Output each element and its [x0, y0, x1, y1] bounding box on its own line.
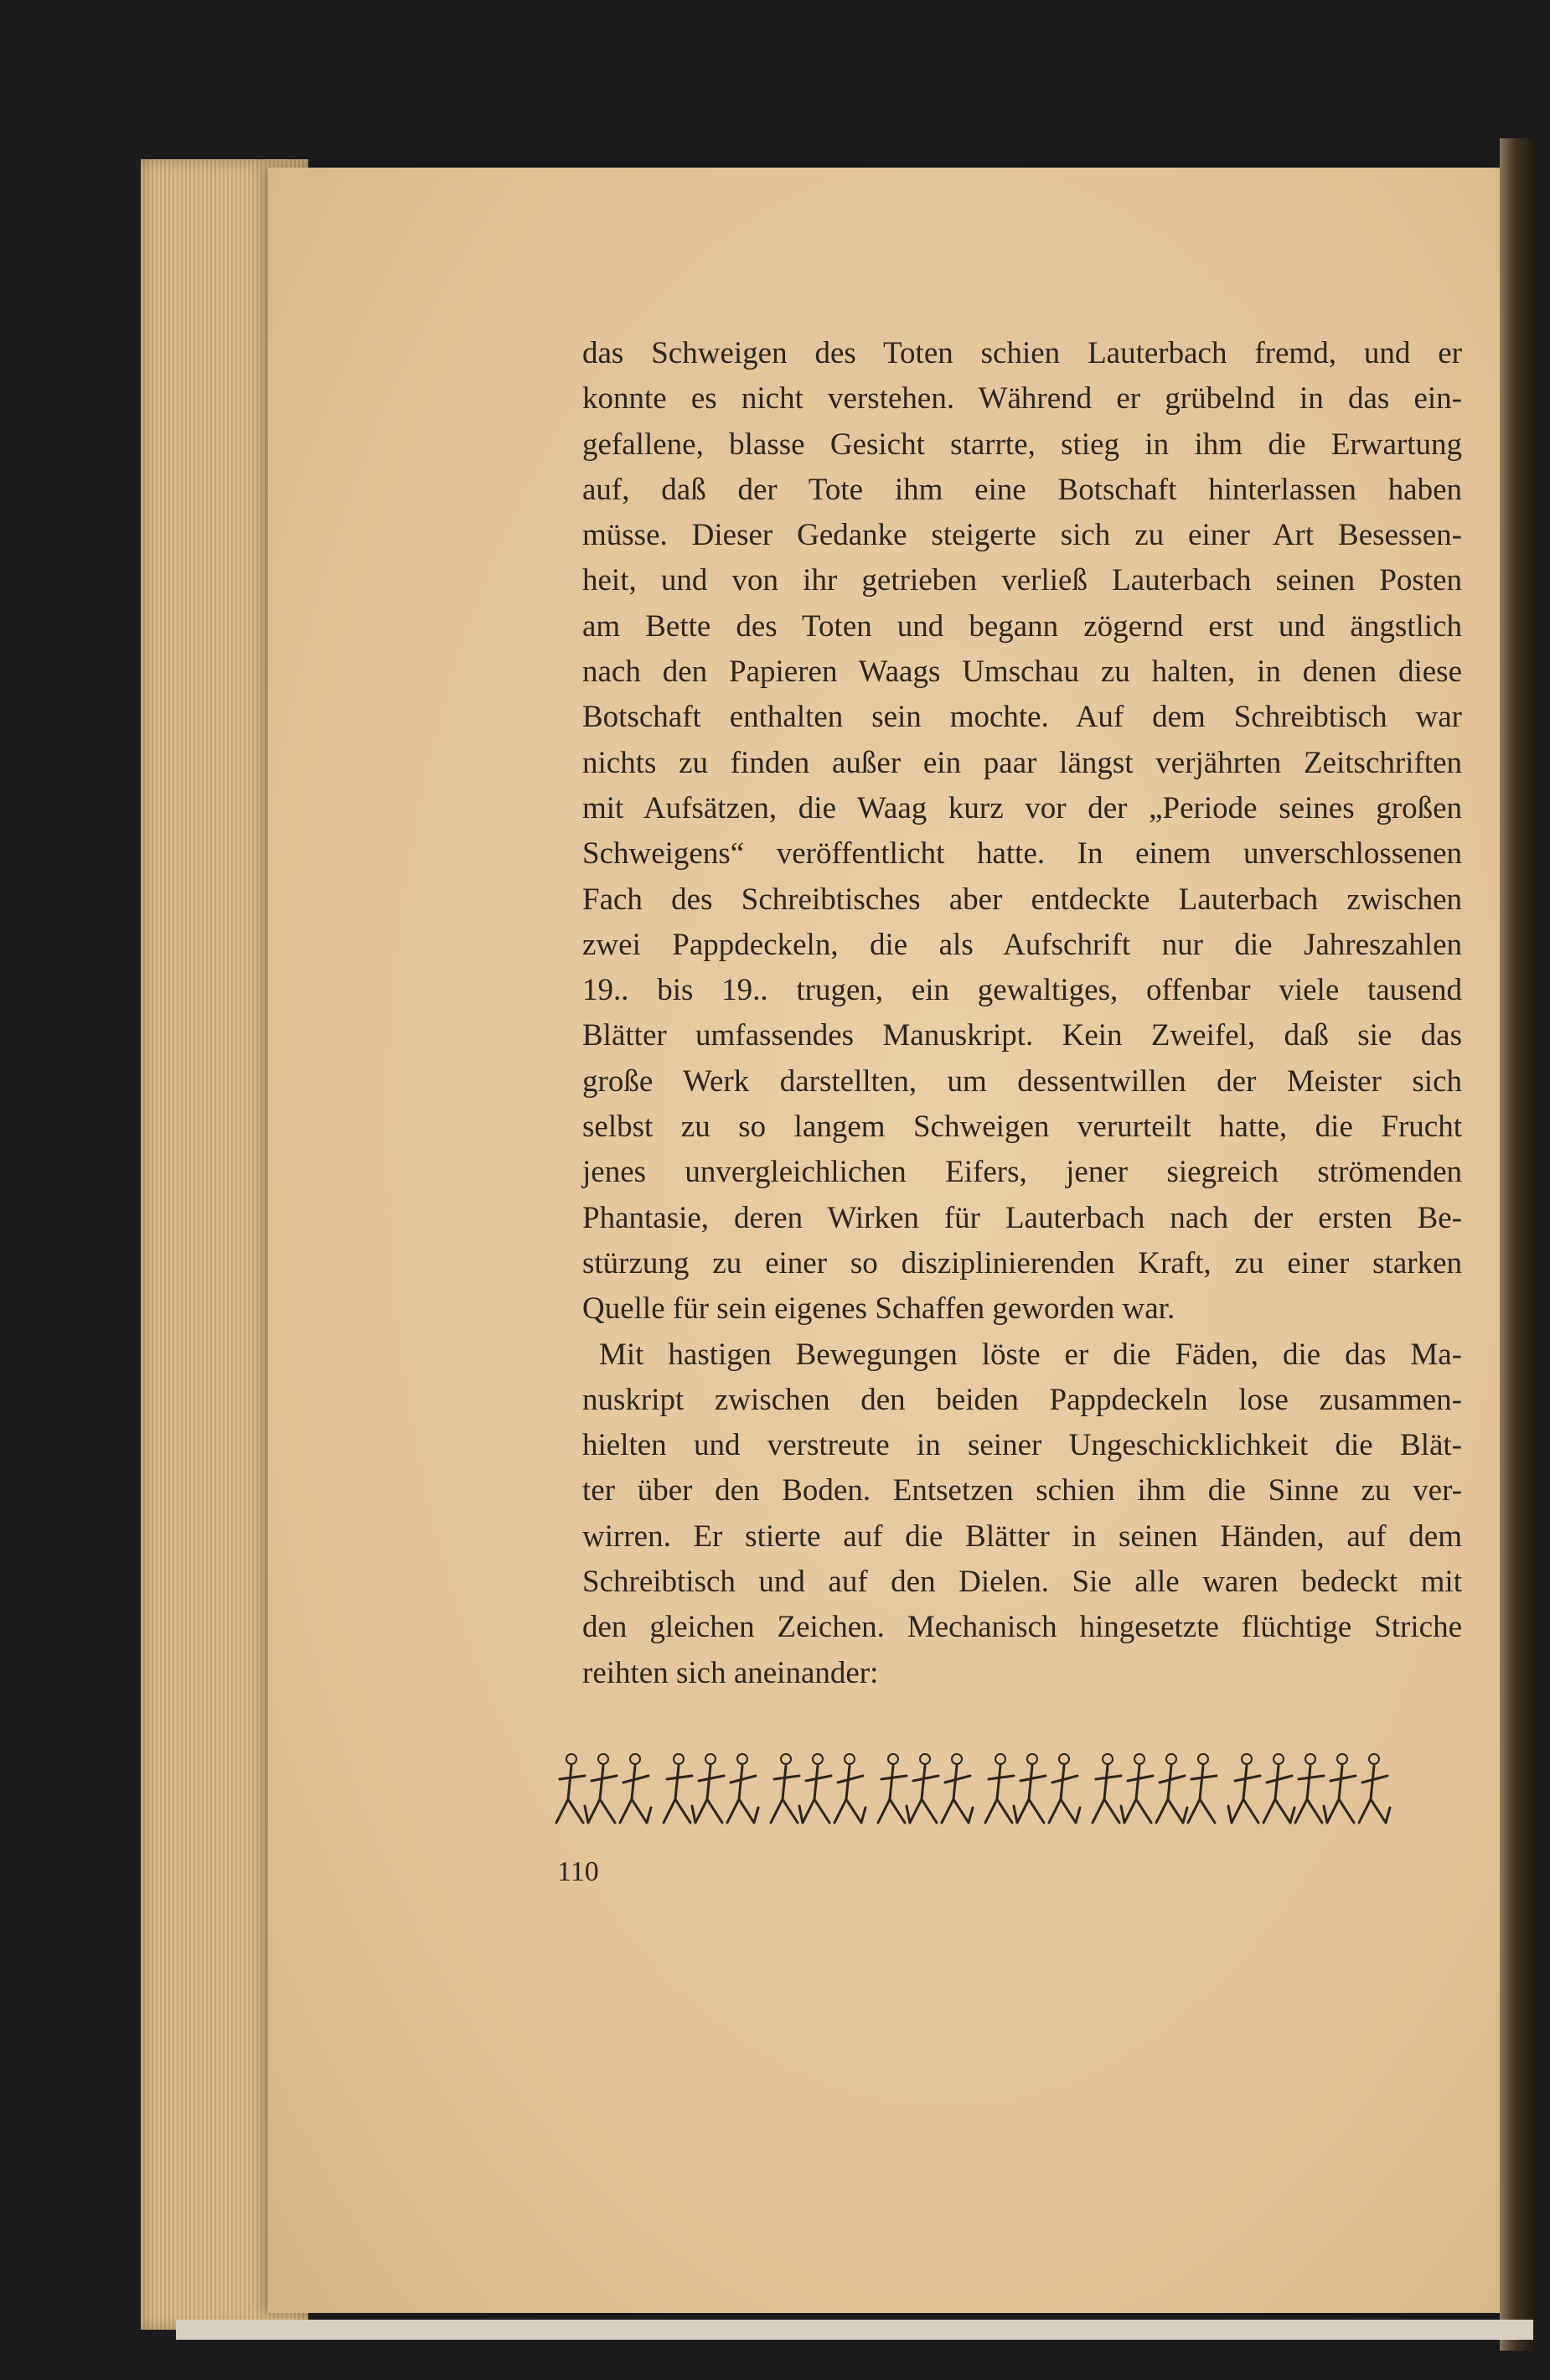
- stick-figure-glyph: [692, 1754, 724, 1823]
- text-line: Quelle für sein eigenes Schaffen geworden war.: [582, 1291, 1175, 1327]
- text-line: das Schweigen des Toten schien Lauterbach fremd, und er: [582, 336, 1462, 370]
- cover-edge: [176, 2320, 1533, 2340]
- text-line: konnte es nicht verstehen. Während er grübelnd in das ein-: [582, 381, 1462, 416]
- text-line: reihten sich aneinander:: [582, 1655, 879, 1690]
- stick-figure-glyph: [1049, 1754, 1080, 1823]
- stick-figure-glyph: [942, 1754, 973, 1823]
- stick-figure-glyph: [878, 1754, 907, 1823]
- text-line: heit, und von ihr getrieben verließ Lauterbach seinen Posten: [582, 563, 1462, 598]
- stick-figure-glyph: [799, 1754, 831, 1823]
- text-line: am Bette des Toten und begann zögernd erst und ängstlich: [582, 608, 1462, 644]
- stick-figure-glyph: [1324, 1754, 1356, 1823]
- stick-figure-glyph: [1093, 1754, 1121, 1823]
- text-line: jenes unvergleichlichen Eifers, jener siegreich strömenden: [582, 1155, 1462, 1190]
- text-line: Fach des Schreibtisches aber entdeckte Lauterbach zwischen: [582, 882, 1462, 917]
- stick-figure-glyph: [907, 1754, 938, 1823]
- text-line: nach den Papieren Waags Umschau zu halten, in denen diese: [582, 654, 1462, 690]
- stick-figure-glyph: [1295, 1754, 1324, 1823]
- stick-figure-glyph: [1121, 1754, 1153, 1823]
- text-line: gefallene, blasse Gesicht starrte, stieg in ihm die Erwartung: [582, 427, 1462, 462]
- text-line: Schreibtisch und auf den Dielen. Sie alle waren bedeckt mit: [582, 1565, 1462, 1600]
- text-line: selbst zu so langem Schweigen verurteilt hatte, die Frucht: [582, 1110, 1462, 1145]
- text-line: nuskript zwischen den beiden Pappdeckeln lose zusammen-: [582, 1382, 1462, 1417]
- text-line: zwei Pappdeckeln, die als Aufschrift nur die Jahreszahlen: [582, 927, 1462, 962]
- stick-figure-glyph: [727, 1754, 758, 1823]
- text-line: Phantasie, deren Wirken für Lauterbach nach der ersten Be-: [582, 1200, 1462, 1235]
- stick-figure-glyph: [1359, 1754, 1390, 1823]
- stick-figure-glyph: [834, 1754, 865, 1823]
- text-line: Blätter umfassendes Manuskript. Kein Zweifel, daß sie das: [582, 1018, 1462, 1053]
- text-line: Mit hastigen Bewegungen löste er die Fäden, die das Ma-: [599, 1337, 1462, 1372]
- text-line: ter über den Boden. Entsetzen schien ihm die Sinne zu ver-: [582, 1473, 1462, 1508]
- stick-figure-glyph-row: [549, 1747, 1412, 1839]
- stick-figure-glyph: [985, 1754, 1014, 1823]
- text-line: nichts zu finden außer ein paar längst verjährten Zeitschriften: [582, 745, 1462, 780]
- stick-figure-glyph: [1014, 1754, 1046, 1823]
- text-line: stürzung zu einer so disziplinierenden Kraft, zu einer starken: [582, 1245, 1462, 1281]
- stick-figure-glyph: [556, 1754, 585, 1823]
- text-line: Schweigens“ veröffentlicht hatte. In einem unverschlossenen: [582, 836, 1462, 872]
- paragraph: [582, 331, 1462, 1332]
- stick-figure-glyph: [1263, 1754, 1294, 1823]
- stick-figure-glyph: [1228, 1754, 1260, 1823]
- page-number: 110: [557, 1856, 599, 1887]
- stick-figure-glyph: [1156, 1754, 1187, 1823]
- stick-figure-glyph: [771, 1754, 799, 1823]
- text-line: mit Aufsätzen, die Waag kurz vor der „Periode seines großen: [582, 790, 1462, 825]
- text-line: müsse. Dieser Gedanke steigerte sich zu einer Art Besessen-: [582, 518, 1462, 553]
- paragraph: [582, 1332, 1462, 1696]
- text-line: 19.. bis 19.. trugen, ein gewaltiges, offenbar viele tausend: [582, 973, 1462, 1008]
- body-text: [582, 331, 1462, 1696]
- stick-figure-glyph: [664, 1754, 692, 1823]
- text-line: hielten und verstreute in seiner Ungeschicklichkeit die Blät-: [582, 1428, 1462, 1463]
- text-line: den gleichen Zeichen. Mechanisch hingesetzte flüchtige Striche: [582, 1610, 1462, 1645]
- book-spine: [1500, 138, 1537, 2351]
- stick-figure-glyph: [1188, 1754, 1217, 1823]
- text-line: auf, daß der Tote ihm eine Botschaft hinterlassen haben: [582, 472, 1462, 507]
- text-line: Botschaft enthalten sein mochte. Auf dem Schreibtisch war: [582, 700, 1462, 735]
- stick-figure-glyph: [620, 1754, 651, 1823]
- text-line: große Werk darstellten, um dessentwillen der Meister sich: [582, 1063, 1462, 1099]
- stick-figure-glyph: [585, 1754, 617, 1823]
- text-line: wirren. Er stierte auf die Blätter in seinen Händen, auf dem: [582, 1519, 1462, 1554]
